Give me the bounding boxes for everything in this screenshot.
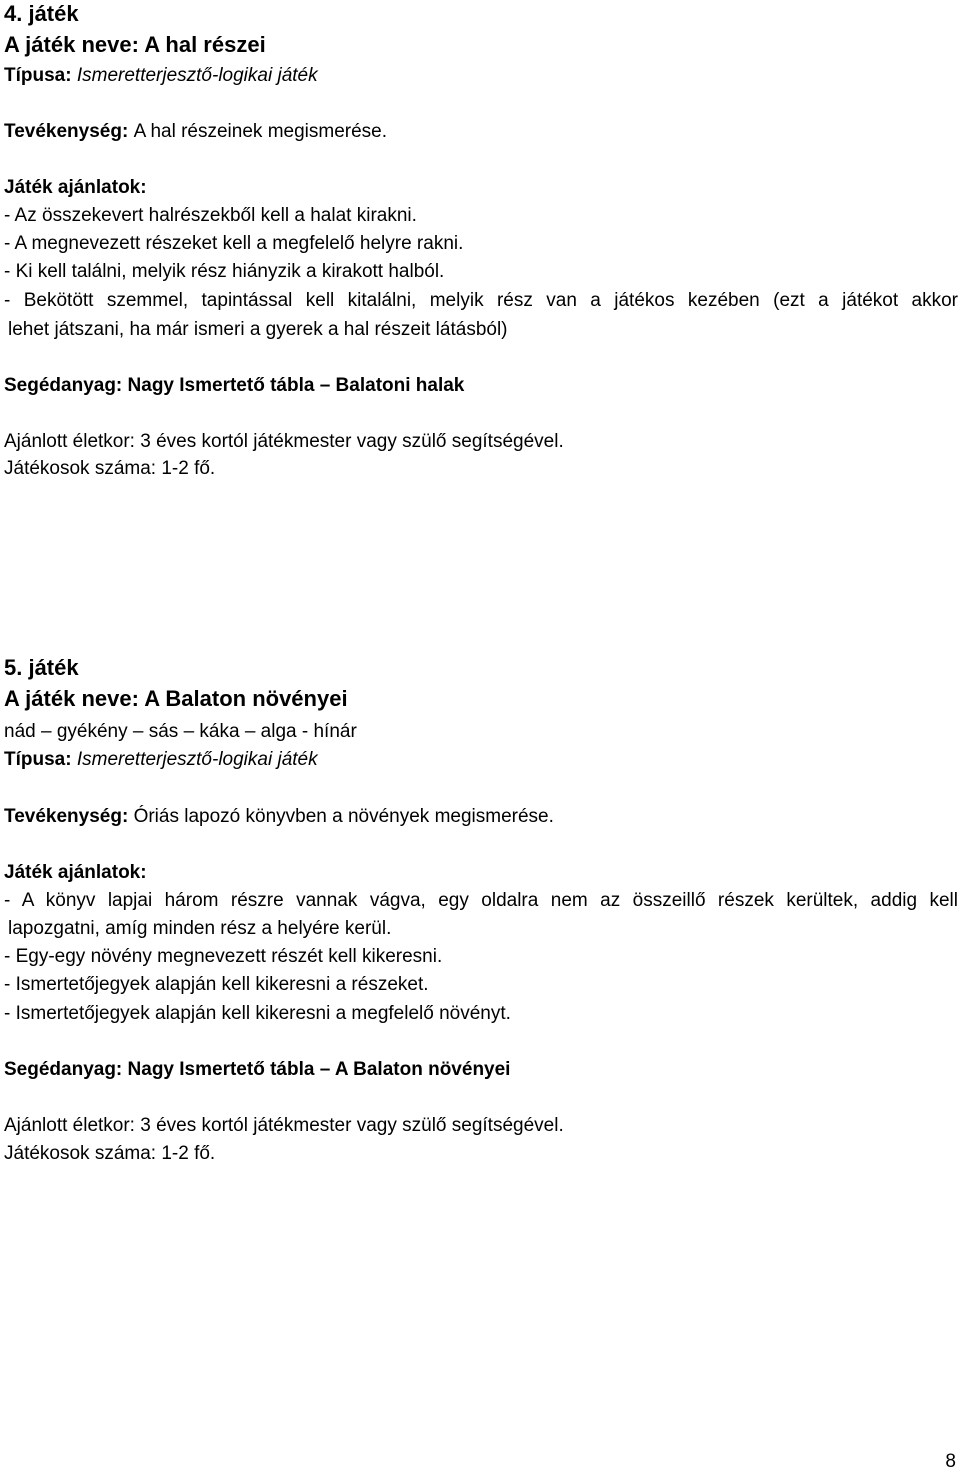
game4-rec-1: - Az összekevert halrészekből kell a halat kirakni. xyxy=(4,205,417,226)
game5-plants: nád – gyékény – sás – káka – alga - hínár xyxy=(4,721,357,742)
game4-activity: A hal részeinek megismerése. xyxy=(133,121,388,142)
game5-name-label: A játék neve: xyxy=(4,686,145,711)
game4-activity-line xyxy=(4,118,387,146)
game5-age: Ajánlott életkor: 3 éves kortól játékmester vagy szülő segítségével. xyxy=(4,1115,564,1136)
game4-rec-4-cont: lehet játszani, ha már ismeri a gyerek a hal részeit látásból) xyxy=(8,319,508,340)
game5-type-label: Típusa: xyxy=(4,749,77,770)
game5-number: 5. játék xyxy=(4,655,79,680)
game4-name-label: A játék neve: xyxy=(4,32,145,57)
game4-number: 4. játék xyxy=(4,1,79,26)
game5-rec-4: - Ismertetőjegyek alapján kell kikeresni a megfelelő növényt. xyxy=(4,1003,511,1024)
game4-name: A hal részei xyxy=(144,32,266,57)
game4-type-line xyxy=(4,62,318,90)
game5-recs-label: Játék ajánlatok: xyxy=(4,862,147,883)
game4-type: Ismeretterjesztő-logikai játék xyxy=(76,65,318,86)
game5-activity: Óriás lapozó könyvben a növények megismerése. xyxy=(133,806,554,827)
game4-rec-4: - Bekötött szemmel, tapintással kell kitalálni, melyik rész van a játékos kezében (ezt a játékot akkor xyxy=(4,290,958,311)
game5-type: Ismeretterjesztő-logikai játék xyxy=(76,749,318,770)
game5-material: Segédanyag: Nagy Ismertető tábla – A Balaton növényei xyxy=(4,1059,511,1080)
game4-type-label: Típusa: xyxy=(4,65,77,86)
game5-name-line xyxy=(4,685,348,713)
game4-recs-label: Játék ajánlatok: xyxy=(4,177,147,198)
game5-type-line xyxy=(4,746,318,774)
game5-rec-3: - Ismertetőjegyek alapján kell kikeresni a részeket. xyxy=(4,974,429,995)
game4-rec-2: - A megnevezett részeket kell a megfelelő helyre rakni. xyxy=(4,233,464,254)
game5-rec-1: - A könyv lapjai három részre vannak vágva, egy oldalra nem az összeillő részek kerültek, addig kell xyxy=(4,890,958,911)
game5-players: Játékosok száma: 1-2 fő. xyxy=(4,1143,216,1164)
game4-age: Ajánlott életkor: 3 éves kortól játékmester vagy szülő segítségével. xyxy=(4,431,564,452)
game4-material: Segédanyag: Nagy Ismertető tábla – Balatoni halak xyxy=(4,375,465,396)
game4-rec-3: - Ki kell találni, melyik rész hiányzik a kirakott halból. xyxy=(4,261,445,282)
game5-activity-line xyxy=(4,803,554,831)
game5-activity-label: Tevékenység: xyxy=(4,806,134,827)
game5-rec-1-cont: lapozgatni, amíg minden rész a helyére kerül. xyxy=(8,918,392,939)
game4-activity-label: Tevékenység: xyxy=(4,121,134,142)
game5-rec-2: - Egy-egy növény megnevezett részét kell kikeresni. xyxy=(4,946,443,967)
page-number: 8 xyxy=(945,1451,956,1472)
game4-players: Játékosok száma: 1-2 fő. xyxy=(4,458,216,479)
game5-name: A Balaton növényei xyxy=(144,686,348,711)
game4-name-line xyxy=(4,31,266,59)
